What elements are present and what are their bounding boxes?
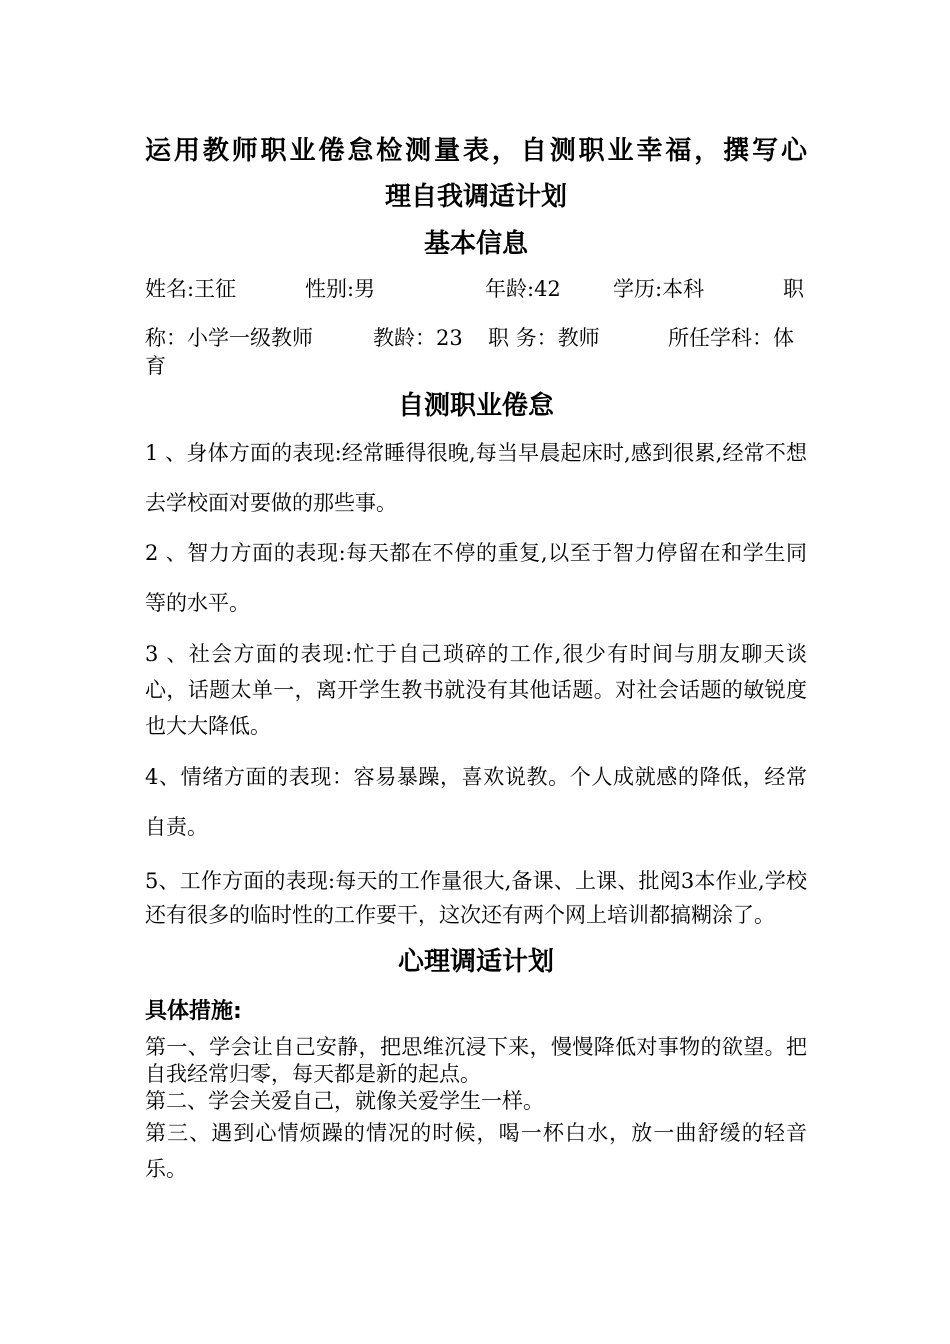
- burnout-item-3: 3 、社会方面的表现:忙于自己琐碎的工作,很少有时间与朋友聊天谈心，话题太单一，离开学生教书就没有其他话题。对社会话题的敏锐度也大大降低。: [145, 642, 807, 738]
- measure-3: 第三、遇到心情烦躁的情况的时候，喝一杯白水，放一曲舒缓的轻音乐。: [145, 1121, 807, 1181]
- measure-2: 第二、学会关爱自己，就像关爱学生一样。: [145, 1089, 544, 1113]
- info-gender: 性别:男: [305, 277, 376, 301]
- burnout-item-1: 1 、身体方面的表现:经常睡得很晚,每当早晨起床时,感到很累,经常不想去学校面对要做的那些事。: [145, 441, 807, 515]
- basic-info-heading: 基本信息: [423, 229, 528, 259]
- info-subject-cont: 育: [145, 354, 166, 378]
- info-teaching-years: 教龄：23: [373, 326, 463, 350]
- info-title-prefix: 职: [783, 277, 804, 301]
- document-title: [145, 128, 807, 220]
- info-age: 年龄:42: [485, 277, 561, 301]
- info-title: 称：小学一级教师: [145, 326, 313, 350]
- title-line-1: 运用教师职业倦怠检测量表，自测职业幸福，撰写心: [145, 136, 807, 166]
- info-line-2: [145, 324, 807, 352]
- info-line-3: [145, 352, 807, 380]
- burnout-item-4: 4、情绪方面的表现：容易暴躁，喜欢说教。个人成就感的降低，经常自责。: [145, 765, 807, 839]
- info-line-1: [145, 274, 807, 304]
- burnout-heading: 自测职业倦怠: [397, 391, 554, 421]
- measures-label: 具体措施:: [145, 999, 242, 1024]
- info-education: 学历:本科: [613, 277, 705, 301]
- title-line-2: 理自我调适计划: [384, 182, 567, 212]
- measure-1: 第一、学会让自己安静，把思维沉浸下来，慢慢降低对事物的欲望。把自我经常归零，每天都是新的起点。: [145, 1035, 807, 1086]
- document-page: [145, 128, 807, 1187]
- info-position: 职 务：教师: [488, 326, 600, 350]
- burnout-item-2: 2 、智力方面的表现:每天都在不停的重复,以至于智力停留在和学生同等的水平。: [145, 541, 807, 615]
- burnout-item-5: 5、工作方面的表现:每天的工作量很大,备课、上课、批阅3本作业,学校还有很多的临时性的工作要干，这次还有两个网上培训都搞糊涂了。: [145, 869, 807, 927]
- info-name: 姓名:王征: [145, 277, 237, 301]
- plan-heading: 心理调适计划: [397, 947, 554, 977]
- info-subject: 所任学科：体: [668, 326, 794, 350]
